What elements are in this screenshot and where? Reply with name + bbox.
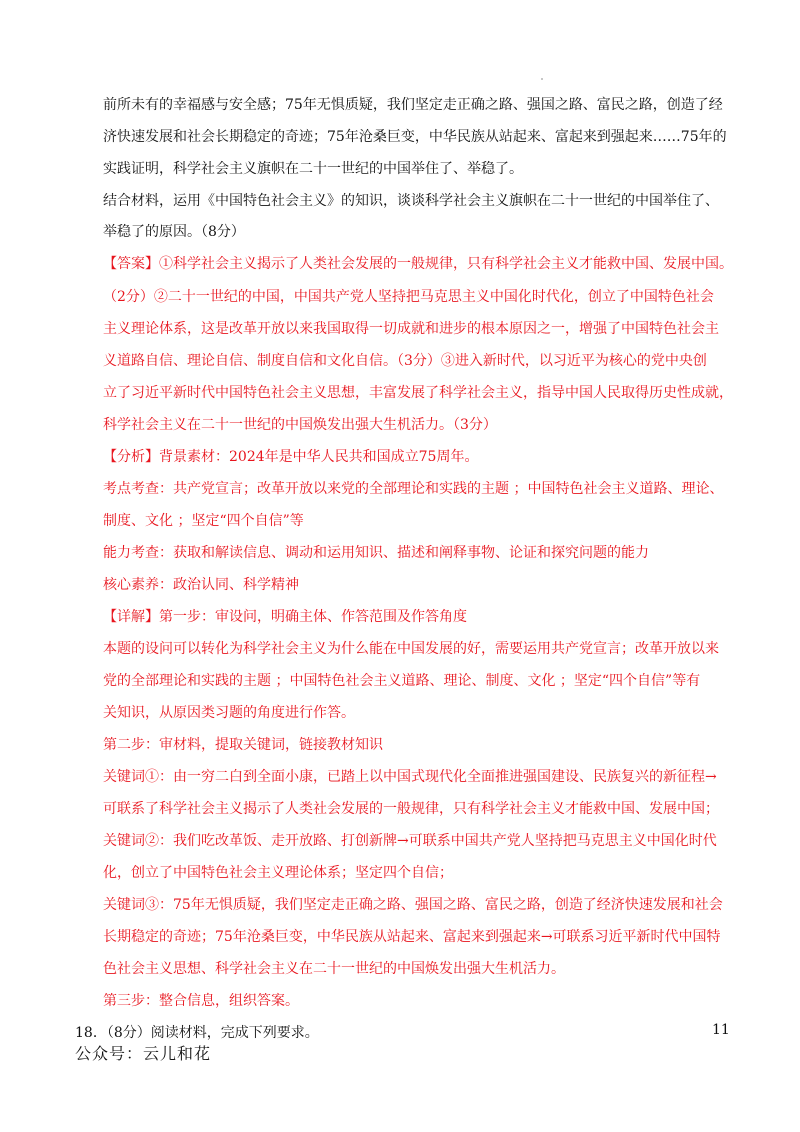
detail-line: 第二步：审材料，提取关键词，链接教材知识 (103, 737, 383, 753)
answer-line: （2分）②二十一世纪的中国，中国共产党人坚持把马克思主义中国化时代化，创立了中国特色社会 (103, 289, 714, 305)
detail-line: 色社会主义思想、科学社会主义在二十一世纪的中国焕发出强大生机活力。 (103, 961, 565, 977)
answer-line: 主义理论体系，这是改革开放以来我国取得一切成就和进步的根本原因之一，增强了中国特色社会主 (103, 321, 719, 337)
detail-line: 关键词③：75年无惧质疑，我们坚定走正确之路、强国之路、富民之路，创造了经济快速发展和社会 (103, 897, 723, 913)
detail-line: 本题的设问可以转化为科学社会主义为什么能在中国发展的好，需要运用共产党宣言；改革开放以来 (103, 641, 719, 657)
question-prompt-line: 举稳了的原因。（8分） (103, 224, 245, 240)
analysis-line: 能力考查：获取和解读信息、调动和运用知识、描述和阐释事物、论证和探究问题的能力 (103, 545, 649, 561)
footer-account: 公众号：云儿和花 (75, 1044, 212, 1063)
answer-line: 立了习近平新时代中国特色社会主义思想，丰富发展了科学社会主义，指导中国人民取得历史性成就， (103, 385, 733, 401)
material-line: 前所未有的幸福感与安全感；75年无惧质疑，我们坚定走正确之路、强国之路、富民之路，创造了经 (103, 97, 723, 113)
detail-line: 关键词②：我们吃改革饭、走开放路、打创新牌→可联系中国共产党人坚持把马克思主义中国化时代 (103, 833, 717, 849)
page-number: 11 (712, 1022, 730, 1038)
next-question: 18．（8分）阅读材料，完成下列要求。 (75, 1025, 319, 1041)
answer-line: 【答案】①科学社会主义揭示了人类社会发展的一般规律，只有科学社会主义才能救中国、发展中国。 (103, 256, 733, 272)
detail-line: 可联系了科学社会主义揭示了人类社会发展的一般规律，只有科学社会主义才能救中国、发展中国； (103, 801, 719, 817)
analysis-line: 核心素养：政治认同、科学精神 (103, 577, 299, 593)
analysis-line: 【分析】背景素材：2024年是中华人民共和国成立75周年。 (103, 449, 479, 465)
material-line: 济快速发展和社会长期稳定的奇迹；75年沧桑巨变，中华民族从站起来、富起来到强起来……75年的 (103, 129, 727, 145)
detail-line: 关键词①：由一穷二白到全面小康，已踏上以中国式现代化全面推进强国建设、民族复兴的新征程→ (103, 769, 717, 785)
analysis-line: 制度、文化 ；坚定“四个自信”等 (103, 513, 304, 529)
detail-line: 【详解】第一步：审设问，明确主体、作答范围及作答角度 (103, 609, 467, 625)
detail-line: 长期稳定的奇迹；75年沧桑巨变，中华民族从站起来、富起来到强起来→可联系习近平新时代中国特 (103, 929, 721, 945)
detail-line: 党的全部理论和实践的主题 ；中国特色社会主义道路、理论、制度、文化 ；坚定“四个自信”等有 (103, 673, 701, 689)
answer-line: 义道路自信、理论自信、制度自信和文化自信。（3分）③进入新时代，以习近平为核心的党中央创 (103, 353, 707, 369)
scan-dot (541, 78, 543, 80)
detail-line: 化，创立了中国特色社会主义理论体系；坚定四个自信； (103, 865, 453, 881)
detail-line: 关知识，从原因类习题的角度进行作答。 (103, 705, 355, 721)
material-line: 实践证明，科学社会主义旗帜在二十一世纪的中国举住了、举稳了。 (103, 161, 523, 177)
question-prompt-line: 结合材料，运用《中国特色社会主义》的知识，谈谈科学社会主义旗帜在二十一世纪的中国举住了、 (103, 193, 719, 209)
detail-line: 第三步：整合信息，组织答案。 (103, 993, 299, 1009)
analysis-line: 考点考查：共产党宣言；改革开放以来党的全部理论和实践的主题 ；中国特色社会主义道路、理论、 (103, 481, 724, 497)
answer-line: 科学社会主义在二十一世纪的中国焕发出强大生机活力。（3分） (103, 417, 497, 433)
